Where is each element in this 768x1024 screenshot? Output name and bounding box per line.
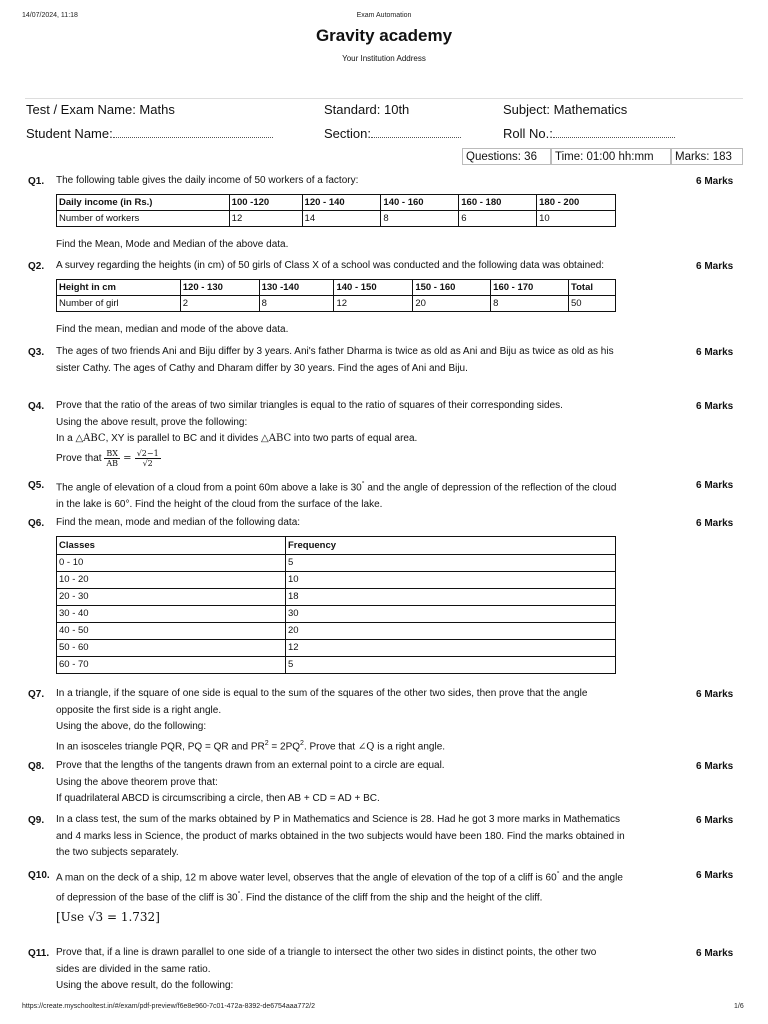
text-line: The ages of two friends Ani and Biju differ by 3 years. Ani's father Dharma is twice as old as Ani and Biju as twice as old as his (56, 346, 614, 357)
text-span: The angle of elevation of a cloud from a point 60m above a lake is 30 (56, 482, 362, 494)
superscript: 2 (264, 739, 269, 747)
text-line: sister Cathy. The ages of Cathy and Dharam differ by 30 years. Find the ages of Ani and Biju. (56, 362, 468, 374)
text-span: is a right angle. (374, 740, 446, 752)
text-line: and 4 marks less in Science, the product of marks obtained in the two subjects would have been 180. Find the marks obtained in (56, 830, 625, 842)
table-cell: 12 (229, 211, 302, 227)
table-cell: Daily income (in Rs.) (57, 195, 230, 211)
table-cell: 140 - 150 (334, 280, 413, 296)
fraction (135, 449, 161, 468)
text-span: and the angle of depression of the reflection of the cloud (364, 482, 617, 494)
table-cell: Frequency (286, 537, 616, 555)
text-line: Using the above result, do the following: (56, 980, 234, 991)
text-line (56, 867, 688, 887)
table-cell: 10 - 20 (57, 571, 286, 588)
table-cell: 6 (459, 211, 537, 227)
student-name-blank (113, 127, 273, 138)
question-text (56, 398, 688, 468)
text-line (56, 431, 688, 448)
table-cell: 10 (537, 211, 616, 227)
table-cell: Classes (57, 537, 286, 555)
question-number: Q2. (28, 261, 45, 272)
total-marks: Marks: 183 (671, 148, 743, 165)
print-url: https://create.myschooltest.in/#/exam/pdf-preview/f6e8e960-7c01-472a-8392-de6754aaa772/2 (22, 1003, 316, 1010)
superscript: 2 (300, 739, 304, 747)
exam-name: Test / Exam Name: Maths (26, 102, 175, 117)
question-text (56, 477, 688, 513)
question-number: Q4. (28, 401, 45, 412)
table-cell: 100 -120 (229, 195, 302, 211)
table-cell: 60 - 70 (57, 656, 286, 673)
text-line: Using the above, do the following: (56, 721, 207, 732)
degree-symbol: ° (556, 871, 560, 878)
table-row (57, 280, 616, 296)
text-span: . Find the distance of the cliff from the ship and the height of the cliff. (240, 892, 543, 904)
table-row (57, 571, 616, 588)
table-cell: 180 - 200 (537, 195, 616, 211)
table-row (57, 588, 616, 605)
hint-formula: [Use √3 = 1.732] (56, 909, 160, 924)
text-span: In an isosceles triangle PQR, PQ = QR and PR (56, 740, 265, 752)
student-name-label: Student Name: (26, 126, 113, 141)
section-label: Section: (324, 126, 371, 141)
text-span: and the angle (559, 872, 623, 884)
divider (25, 98, 743, 99)
question-text (56, 686, 688, 755)
text-line: Prove that, if a line is drawn parallel to one side of a triangle to intersect the other two sides in distinct points, the other two (56, 947, 597, 958)
table-cell: 30 (286, 605, 616, 622)
question-text (56, 867, 688, 925)
table-row (57, 622, 616, 639)
question-marks: 6 Marks (696, 815, 734, 826)
table-cell: 5 (286, 554, 616, 571)
text-line (56, 887, 688, 907)
text-line: Using the above theorem prove that: (56, 776, 218, 788)
table-row (57, 656, 616, 673)
table-cell: 30 - 40 (57, 605, 286, 622)
question-text (56, 758, 688, 808)
exam-time: Time: 01:00 hh:mm (551, 148, 671, 165)
roll-no-blank (553, 127, 675, 138)
text-line: Prove that the ratio of the areas of two similar triangles is equal to the ratio of squares of their corresponding sides. (56, 400, 563, 411)
text-line: In a class test, the sum of the marks obtained by P in Mathematics and Science is 28. Had he got 3 more marks in Mathematics (56, 814, 620, 825)
table-cell: 10 (286, 571, 616, 588)
table-cell: 20 (286, 622, 616, 639)
question-text (56, 945, 688, 995)
text-line: If quadrilateral ABCD is circumscribing a circle, then AB + CD = AD + BC. (56, 793, 380, 804)
data-table (56, 194, 616, 227)
table-row (57, 296, 616, 312)
text-span: into two parts of equal area. (291, 433, 418, 444)
data-table (56, 279, 616, 312)
text-span: of depression of the base of the cliff is 30 (56, 892, 238, 904)
question-marks: 6 Marks (696, 689, 734, 700)
question-marks: 6 Marks (696, 870, 734, 881)
student-name-field (26, 126, 273, 141)
degree-symbol: ° (361, 481, 365, 488)
table-cell: Total (569, 280, 616, 296)
table-row (57, 537, 616, 555)
table-cell: 40 - 50 (57, 622, 286, 639)
table-cell: 5 (286, 656, 616, 673)
table-cell: 14 (302, 211, 381, 227)
table-cell: Number of workers (57, 211, 230, 227)
text-line (56, 477, 688, 497)
fraction (104, 449, 120, 468)
text-span: . Prove that (303, 740, 358, 752)
fraction-denominator: AB (106, 458, 118, 468)
print-tab-title: Exam Automation (356, 12, 412, 19)
print-datetime: 14/07/2024, 11:18 (22, 12, 78, 19)
question-text (56, 812, 688, 862)
section-blank (371, 127, 461, 138)
text-line: the two subjects separately. (56, 847, 179, 858)
question-marks: 6 Marks (696, 761, 734, 772)
table-cell: 160 - 170 (491, 280, 569, 296)
triangle-symbol: △ABC (75, 433, 106, 444)
text-line (56, 736, 688, 756)
table-cell: 150 - 160 (413, 280, 491, 296)
table-cell: 20 - 30 (57, 588, 286, 605)
table-cell: Number of girl (57, 296, 181, 312)
table-cell: 2 (180, 296, 259, 312)
question-subtext: Find the mean, median and mode of the above data. (56, 324, 289, 335)
print-page-number: 1/6 (734, 1003, 744, 1010)
text-span: In a (56, 433, 76, 444)
question-number: Q3. (28, 347, 45, 358)
questions-count: Questions: 36 (462, 148, 551, 165)
text-span: , XY is parallel to BC and it divides (105, 433, 262, 444)
table-row (57, 211, 616, 227)
angle-symbol: ∠Q (357, 740, 375, 752)
roll-no-label: Roll No.: (503, 126, 553, 141)
question-text: Find the mean, mode and median of the following data: (56, 517, 301, 528)
fraction-numerator: BX (106, 448, 118, 458)
question-number: Q5. (28, 480, 45, 491)
equals-sign: = (119, 452, 135, 464)
question-number: Q8. (28, 761, 45, 772)
table-cell: Height in cm (57, 280, 181, 296)
section-field (324, 126, 461, 141)
text-line: In a triangle, if the square of one side is equal to the sum of the squares of the other two sides, then prove that the angle (56, 688, 588, 699)
triangle-symbol: △ABC (261, 433, 292, 444)
table-cell: 0 - 10 (57, 554, 286, 571)
text-line: Prove that the lengths of the tangents drawn from an external point to a circle are equal. (56, 760, 445, 771)
text-line (56, 449, 688, 468)
table-row (57, 554, 616, 571)
fraction-numerator: √2−1 (136, 448, 159, 458)
question-number: Q9. (28, 815, 45, 826)
institution-name: Gravity academy (315, 26, 453, 45)
question-marks: 6 Marks (696, 480, 734, 491)
question-text (56, 344, 688, 377)
table-cell: 120 - 130 (180, 280, 259, 296)
text-line: sides are divided in the same ratio. (56, 963, 211, 975)
text-line: opposite the first side is a right angle. (56, 704, 222, 716)
table-row (57, 605, 616, 622)
table-row (57, 639, 616, 656)
question-text: The following table gives the daily income of 50 workers of a factory: (56, 175, 359, 186)
text-span: = 2PQ (268, 740, 301, 752)
degree-symbol: ° (237, 890, 241, 898)
table-cell: 120 - 140 (302, 195, 381, 211)
question-marks: 6 Marks (696, 948, 734, 959)
standard: Standard: 10th (324, 102, 410, 117)
question-number: Q1. (28, 176, 45, 187)
text-span: A man on the deck of a ship, 12 m above water level, observes that the angle of elevation of the top of a cliff is 60 (56, 872, 557, 884)
table-cell: 8 (381, 211, 459, 227)
question-marks: 6 Marks (696, 347, 734, 358)
table-cell: 12 (334, 296, 413, 312)
table-cell: 8 (491, 296, 569, 312)
subject: Subject: Mathematics (503, 102, 628, 117)
table-cell: 12 (286, 639, 616, 656)
question-subtext: Find the Mean, Mode and Median of the above data. (56, 239, 289, 250)
roll-no-field (503, 126, 675, 141)
data-table (56, 536, 616, 674)
question-number: Q10. (28, 870, 50, 881)
table-cell: 18 (286, 588, 616, 605)
question-marks: 6 Marks (696, 176, 734, 187)
table-row (57, 195, 616, 211)
question-number: Q11. (28, 948, 50, 959)
table-cell: 20 (413, 296, 491, 312)
table-cell: 140 - 160 (381, 195, 459, 211)
question-marks: 6 Marks (696, 261, 734, 272)
table-cell: 130 -140 (259, 280, 334, 296)
text-span: Prove that (56, 452, 105, 464)
institution-address: Your Institution Address (342, 54, 426, 63)
question-marks: 6 Marks (696, 401, 734, 412)
fraction-denominator: √2 (142, 458, 153, 468)
table-cell: 50 (569, 296, 616, 312)
table-cell: 50 - 60 (57, 639, 286, 656)
table-cell: 8 (259, 296, 334, 312)
table-cell: 160 - 180 (459, 195, 537, 211)
question-text: A survey regarding the heights (in cm) of 50 girls of Class X of a school was conducted and the following data was obtained: (56, 260, 605, 271)
text-line: in the lake is 60°. Find the height of the cloud from the surface of the lake. (56, 498, 383, 510)
text-line: Using the above result, prove the following: (56, 416, 248, 428)
question-marks: 6 Marks (696, 518, 734, 529)
question-number: Q6. (28, 518, 45, 529)
question-number: Q7. (28, 689, 45, 700)
